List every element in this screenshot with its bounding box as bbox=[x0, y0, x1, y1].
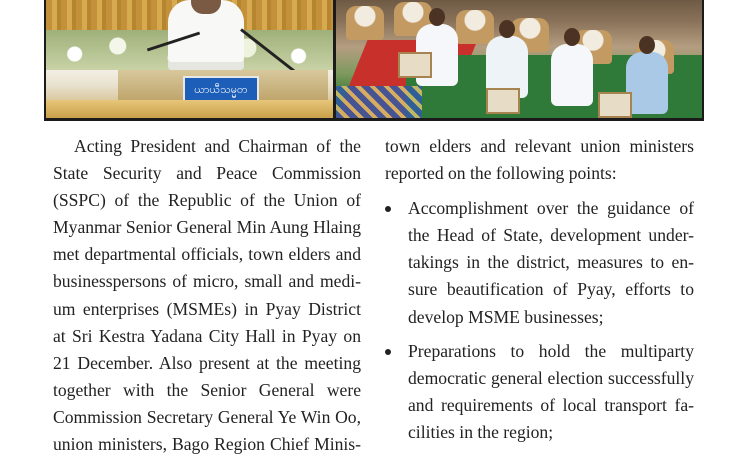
article-line: Myanmar Senior General Min Aung Hlaing bbox=[53, 217, 361, 238]
bullet-line: Preparations to hold the multiparty bbox=[408, 340, 694, 361]
article-line: (SSPC) of the Republic of the Union of bbox=[53, 190, 361, 211]
bullet-line: sure beautification of Pyay, efforts to bbox=[408, 279, 694, 300]
article-line: Acting President and Chairman of the bbox=[74, 136, 361, 156]
article-line: 21 December. Also present at the meeting bbox=[53, 352, 361, 373]
side-table bbox=[398, 52, 432, 78]
article-line: Commission Secretary General Ye Win Oo, bbox=[53, 406, 361, 427]
article-right-column bbox=[385, 133, 694, 446]
article-line: union ministers, Bago Region Chief Minis- bbox=[53, 434, 361, 455]
bullet-line: cilities in the region; bbox=[408, 421, 554, 442]
bullet-list bbox=[385, 195, 694, 446]
side-table bbox=[486, 88, 520, 114]
bullet-dot-icon bbox=[385, 206, 391, 212]
armchair bbox=[456, 10, 494, 44]
armchair bbox=[346, 6, 384, 40]
article-left-column bbox=[53, 133, 361, 458]
photo-strip bbox=[44, 0, 704, 121]
article-line: town elders and relevant union ministers bbox=[385, 136, 694, 156]
bullet-dot-icon bbox=[385, 349, 391, 355]
bullet-line: Accomplishment over the guidance of bbox=[408, 198, 694, 219]
attendee-figure bbox=[626, 52, 668, 114]
bullet-line: democratic general election successfully bbox=[408, 367, 694, 388]
article-line: met departmental officials, town elders and bbox=[53, 244, 361, 265]
article-line: reported on the following points: bbox=[385, 163, 617, 184]
bullet-item bbox=[385, 338, 694, 446]
meeting-speaker-photo bbox=[46, 0, 333, 118]
bullet-line: and requirements of local transport fa- bbox=[408, 394, 694, 415]
article-line: um enterprises (MSMEs) in Pyay District bbox=[53, 298, 361, 319]
bullet-line: takings in the district, measures to en- bbox=[408, 252, 694, 273]
bullet-line: the Head of State, development under- bbox=[408, 225, 694, 246]
patterned-rug bbox=[336, 86, 422, 118]
article-line: together with the Senior General were bbox=[53, 379, 361, 400]
head-table bbox=[46, 100, 333, 118]
article-line: at Sri Kestra Yadana City Hall in Pyay on bbox=[53, 325, 361, 346]
bullet-item bbox=[385, 195, 694, 330]
bullet-line: develop MSME businesses; bbox=[408, 306, 604, 327]
attendee-figure bbox=[551, 44, 593, 106]
meeting-attendees-photo bbox=[336, 0, 702, 118]
nameplate: ယာယီသမ္မတ bbox=[183, 76, 259, 104]
article-line: State Security and Peace Commission bbox=[53, 163, 361, 184]
side-table bbox=[598, 92, 632, 118]
article-line: businesspersons of micro, small and medi- bbox=[53, 271, 361, 292]
